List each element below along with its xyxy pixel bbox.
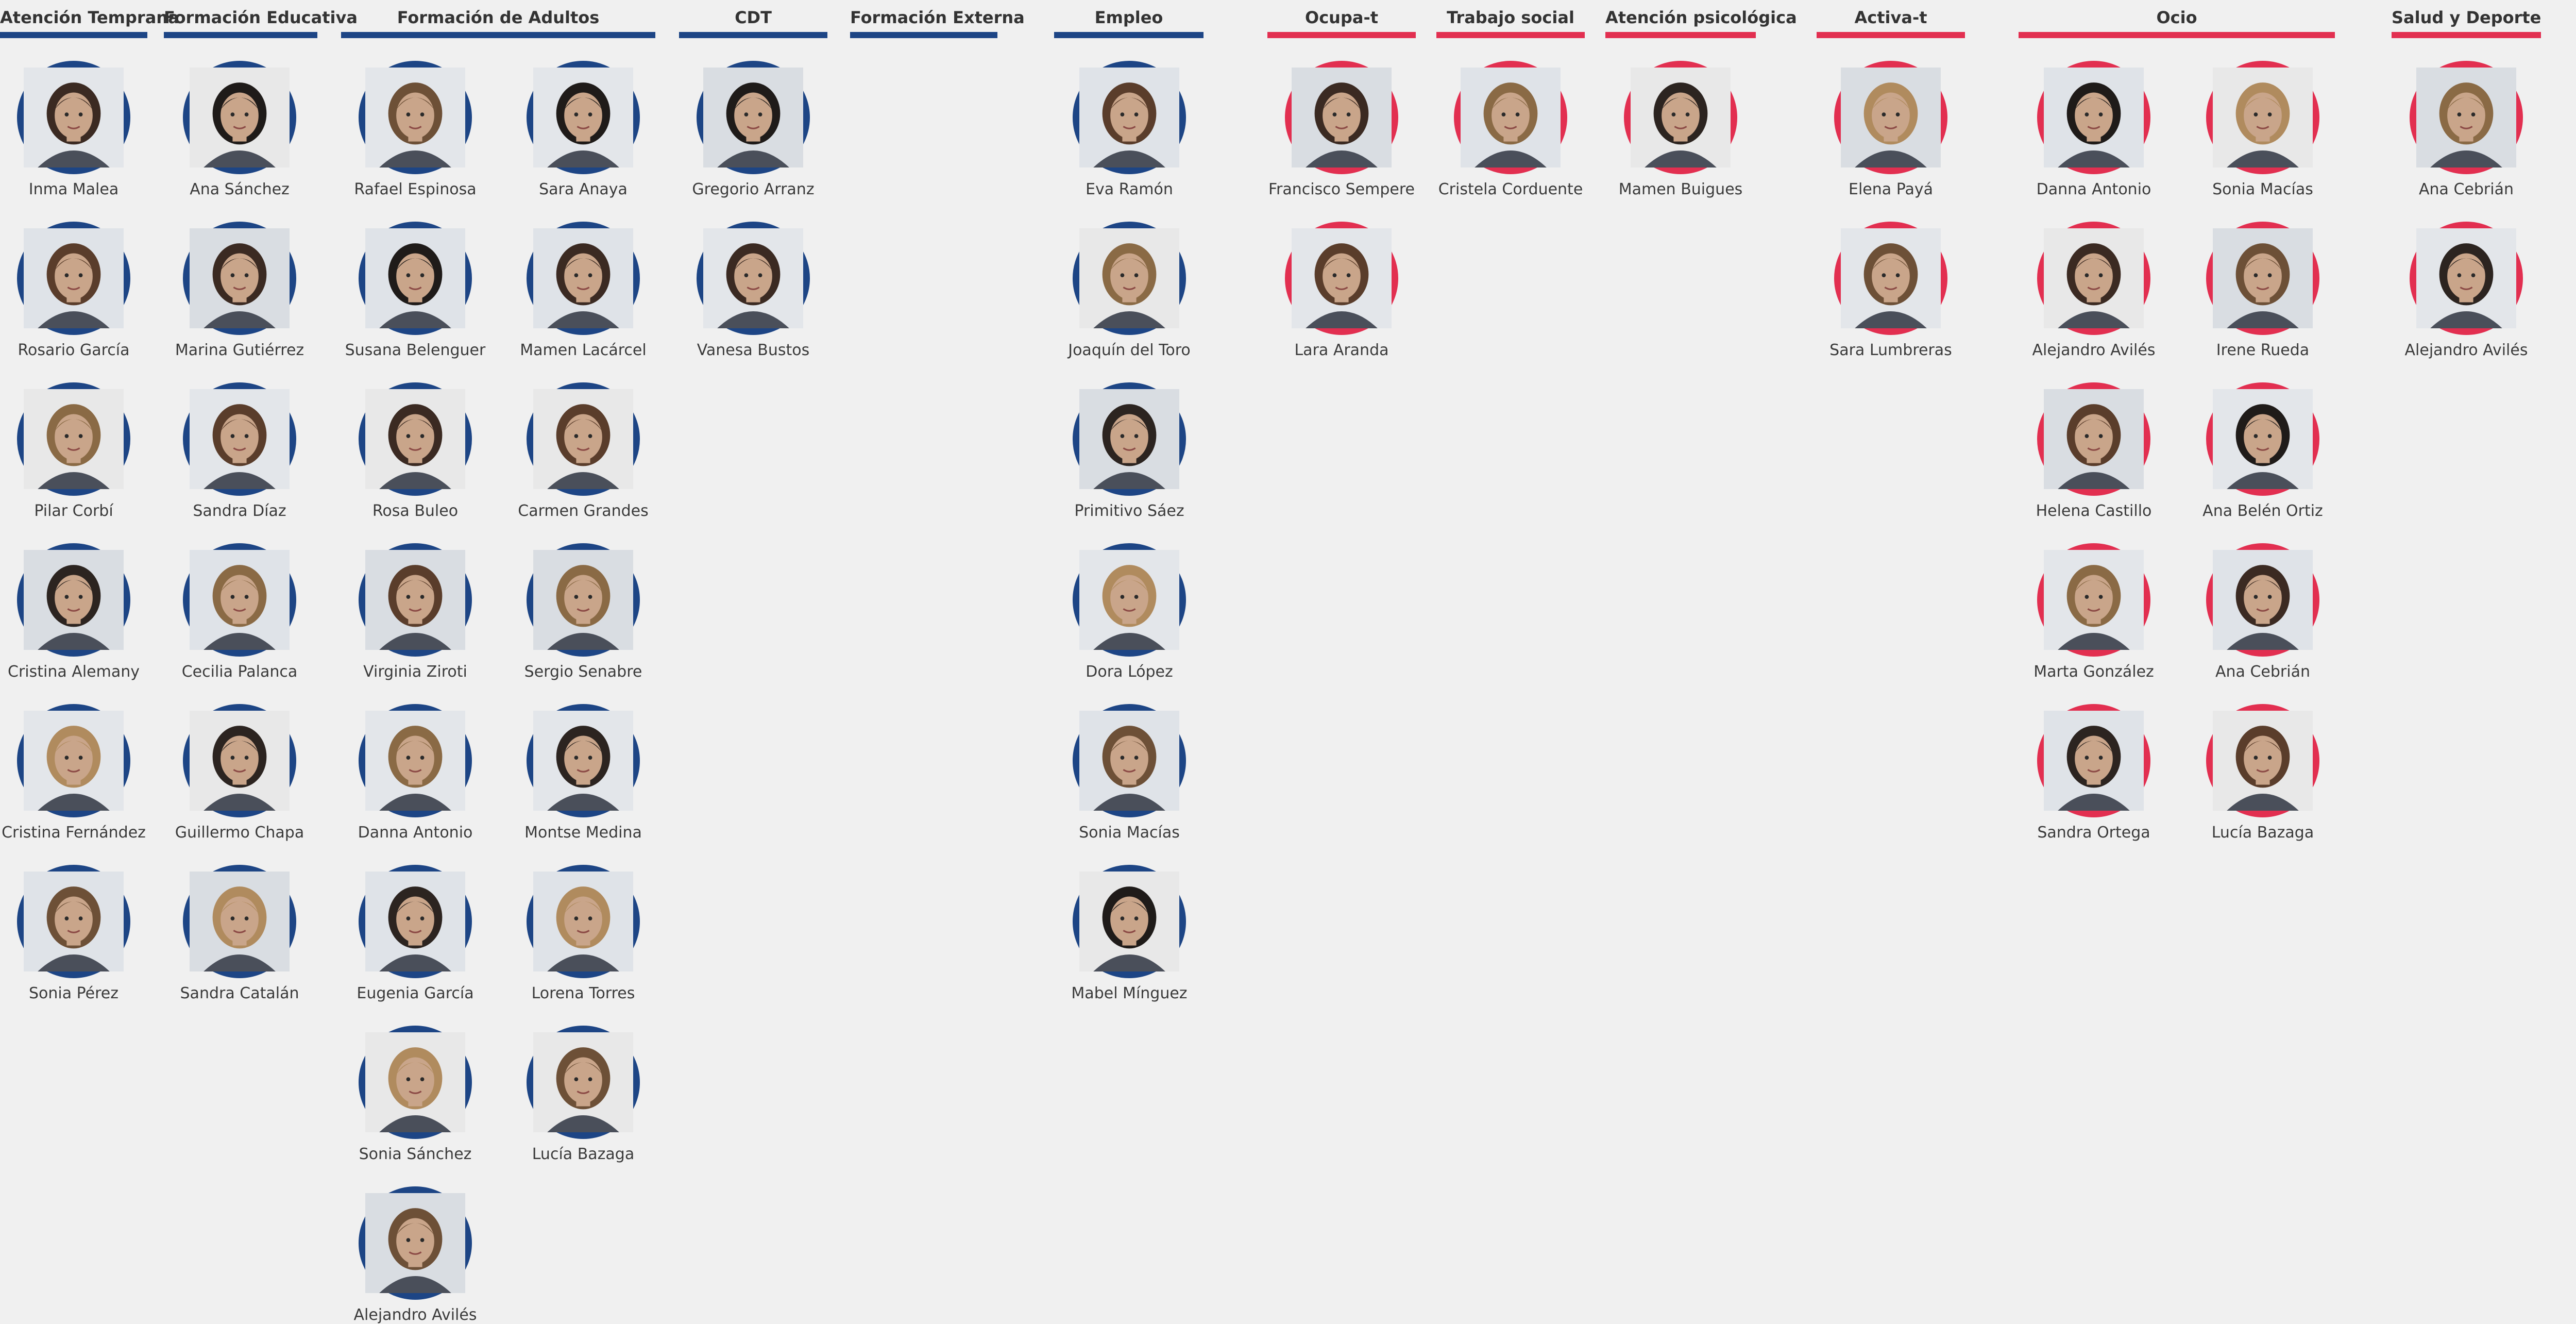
portrait-icon: [24, 711, 124, 811]
portrait-icon: [1292, 228, 1392, 328]
department-underline-salud-deporte: [2392, 32, 2541, 38]
member-name: Sandra Díaz: [193, 502, 286, 520]
avatar[interactable]: [2037, 61, 2150, 174]
avatar[interactable]: [1073, 543, 1186, 657]
avatar[interactable]: [1073, 61, 1186, 174]
portrait-icon: [2044, 389, 2144, 489]
member-name: Montse Medina: [524, 824, 642, 842]
department-underline-trabajo-social: [1436, 32, 1585, 38]
department-underline-formacion-educativa: [164, 32, 317, 38]
avatar[interactable]: [359, 543, 472, 657]
avatar[interactable]: [17, 865, 130, 978]
avatar[interactable]: [697, 222, 810, 335]
member-name: Rafael Espinosa: [354, 180, 477, 198]
avatar[interactable]: [2206, 222, 2319, 335]
avatar[interactable]: [1073, 865, 1186, 978]
member-name: Inma Malea: [28, 180, 119, 198]
member-name: Mabel Mínguez: [1071, 984, 1188, 1002]
portrait-icon: [24, 872, 124, 971]
member-name: Marina Gutiérrez: [175, 341, 304, 359]
portrait-icon: [190, 711, 290, 811]
portrait-icon: [1461, 68, 1561, 167]
avatar[interactable]: [1834, 222, 1947, 335]
member-name: Sergio Senabre: [524, 663, 642, 681]
member-name: Cristela Corduente: [1438, 180, 1583, 198]
department-underline-atencion-psicologica: [1605, 32, 1756, 38]
avatar[interactable]: [1073, 382, 1186, 496]
member-name: Sonia Macías: [2212, 180, 2313, 198]
member-name: Guillermo Chapa: [175, 824, 304, 842]
member-name: Lara Aranda: [1294, 341, 1389, 359]
avatar[interactable]: [527, 1026, 640, 1139]
member-name: Rosario García: [18, 341, 130, 359]
department-underline-empleo: [1054, 32, 1204, 38]
member-name: Sandra Ortega: [2037, 824, 2150, 842]
member-name: Alejandro Avilés: [353, 1306, 477, 1324]
avatar[interactable]: [2037, 543, 2150, 657]
department-underline-formacion-adultos: [341, 32, 655, 38]
portrait-icon: [2044, 68, 2144, 167]
member-name: Helena Castillo: [2036, 502, 2152, 520]
portrait-icon: [533, 711, 633, 811]
portrait-icon: [533, 389, 633, 489]
portrait-icon: [533, 550, 633, 650]
portrait-icon: [24, 389, 124, 489]
member-name: Mamen Lacárcel: [520, 341, 647, 359]
member-name: Danna Antonio: [358, 824, 473, 842]
portrait-icon: [703, 68, 803, 167]
member-name: Alejandro Avilés: [2404, 341, 2528, 359]
avatar[interactable]: [2206, 61, 2319, 174]
portrait-icon: [2416, 68, 2516, 167]
portrait-icon: [2044, 228, 2144, 328]
avatar[interactable]: [527, 222, 640, 335]
department-title-ocupa-t: Ocupa-t: [1304, 8, 1379, 27]
avatar[interactable]: [2037, 222, 2150, 335]
member-name: Cristina Fernández: [2, 824, 146, 842]
portrait-icon: [190, 68, 290, 167]
avatar[interactable]: [527, 543, 640, 657]
member-name: Carmen Grandes: [518, 502, 649, 520]
member-name: Lucía Bazaga: [532, 1145, 635, 1163]
portrait-icon: [2213, 389, 2313, 489]
avatar[interactable]: [17, 222, 130, 335]
department-underline-atencion-temprana: [0, 32, 147, 38]
avatar[interactable]: [183, 222, 296, 335]
avatar[interactable]: [697, 61, 810, 174]
member-name: Joaquín del Toro: [1068, 341, 1191, 359]
portrait-icon: [2416, 228, 2516, 328]
member-name: Rosa Buleo: [372, 502, 459, 520]
avatar[interactable]: [527, 865, 640, 978]
department-title-formacion-externa: Formación Externa: [850, 8, 1025, 27]
member-name: Ana Belén Ortiz: [2202, 502, 2323, 520]
portrait-icon: [365, 1193, 465, 1293]
portrait-icon: [533, 68, 633, 167]
avatar[interactable]: [527, 382, 640, 496]
portrait-icon: [365, 389, 465, 489]
department-title-cdt: CDT: [735, 8, 772, 27]
department-underline-ocupa-t: [1267, 32, 1416, 38]
avatar[interactable]: [1834, 61, 1947, 174]
member-name: Alejandro Avilés: [2032, 341, 2156, 359]
avatar[interactable]: [2037, 382, 2150, 496]
portrait-icon: [190, 872, 290, 971]
portrait-icon: [1079, 228, 1179, 328]
member-name: Primitivo Sáez: [1074, 502, 1184, 520]
member-name: Susana Belenguer: [345, 341, 486, 359]
department-underline-ocio: [2019, 32, 2335, 38]
member-name: Lorena Torres: [531, 984, 635, 1002]
avatar[interactable]: [1073, 704, 1186, 817]
portrait-icon: [2213, 68, 2313, 167]
member-name: Sonia Pérez: [28, 984, 119, 1002]
department-title-empleo: Empleo: [1094, 8, 1163, 27]
member-name: Danna Antonio: [2036, 180, 2151, 198]
avatar[interactable]: [1454, 61, 1567, 174]
member-name: Sara Lumbreras: [1829, 341, 1952, 359]
member-name: Irene Rueda: [2216, 341, 2310, 359]
portrait-icon: [190, 389, 290, 489]
portrait-icon: [2213, 711, 2313, 811]
portrait-icon: [1841, 68, 1941, 167]
portrait-icon: [1079, 68, 1179, 167]
avatar[interactable]: [17, 543, 130, 657]
avatar[interactable]: [1073, 222, 1186, 335]
member-name: Dora López: [1086, 663, 1173, 681]
member-name: Elena Payá: [1849, 180, 1933, 198]
avatar[interactable]: [359, 382, 472, 496]
avatar[interactable]: [183, 382, 296, 496]
member-name: Sara Anaya: [539, 180, 628, 198]
avatar[interactable]: [359, 1186, 472, 1300]
department-title-atencion-psicologica: Atención psicológica: [1605, 8, 1797, 27]
portrait-icon: [2213, 228, 2313, 328]
member-name: Sonia Macías: [1079, 824, 1180, 842]
department-title-activa-t: Activa-t: [1854, 8, 1927, 27]
member-name: Sonia Sánchez: [359, 1145, 472, 1163]
avatar[interactable]: [183, 543, 296, 657]
avatar[interactable]: [17, 704, 130, 817]
member-name: Pilar Corbí: [34, 502, 113, 520]
portrait-icon: [24, 68, 124, 167]
department-underline-formacion-externa: [850, 32, 997, 38]
avatar[interactable]: [2206, 382, 2319, 496]
avatar[interactable]: [2206, 704, 2319, 817]
avatar[interactable]: [2037, 704, 2150, 817]
member-name: Cecilia Palanca: [181, 663, 298, 681]
department-underline-activa-t: [1817, 32, 1965, 38]
avatar[interactable]: [183, 61, 296, 174]
avatar[interactable]: [359, 61, 472, 174]
avatar[interactable]: [1285, 61, 1398, 174]
department-underline-cdt: [679, 32, 827, 38]
portrait-icon: [1079, 389, 1179, 489]
member-name: Ana Sánchez: [190, 180, 290, 198]
member-name: Ana Cebrián: [2215, 663, 2310, 681]
portrait-icon: [24, 228, 124, 328]
department-title-formacion-educativa: Formación Educativa: [164, 8, 358, 27]
member-name: Francisco Sempere: [1268, 180, 1415, 198]
portrait-icon: [365, 711, 465, 811]
portrait-icon: [1292, 68, 1392, 167]
member-name: Eva Ramón: [1086, 180, 1173, 198]
member-name: Eugenia García: [357, 984, 474, 1002]
portrait-icon: [1079, 711, 1179, 811]
department-title-ocio: Ocio: [2156, 8, 2197, 27]
portrait-icon: [190, 550, 290, 650]
portrait-icon: [2213, 550, 2313, 650]
avatar[interactable]: [359, 222, 472, 335]
member-name: Marta González: [2033, 663, 2154, 681]
avatar[interactable]: [1285, 222, 1398, 335]
avatar[interactable]: [527, 704, 640, 817]
avatar[interactable]: [359, 704, 472, 817]
portrait-icon: [1841, 228, 1941, 328]
portrait-icon: [703, 228, 803, 328]
avatar[interactable]: [1624, 61, 1737, 174]
department-title-trabajo-social: Trabajo social: [1447, 8, 1574, 27]
avatar[interactable]: [2206, 543, 2319, 657]
portrait-icon: [365, 872, 465, 971]
avatar[interactable]: [183, 704, 296, 817]
portrait-icon: [190, 228, 290, 328]
member-name: Ana Cebrián: [2419, 180, 2514, 198]
portrait-icon: [1079, 872, 1179, 971]
member-name: Cristina Alemany: [8, 663, 140, 681]
avatar[interactable]: [17, 382, 130, 496]
portrait-icon: [365, 228, 465, 328]
avatar[interactable]: [359, 1026, 472, 1139]
avatar[interactable]: [17, 61, 130, 174]
member-name: Vanesa Bustos: [697, 341, 810, 359]
portrait-icon: [24, 550, 124, 650]
department-title-atencion-temprana: Atención Temprana: [0, 8, 179, 27]
avatar[interactable]: [2410, 61, 2523, 174]
member-name: Virginia Ziroti: [363, 663, 467, 681]
portrait-icon: [533, 228, 633, 328]
portrait-icon: [2044, 550, 2144, 650]
member-name: Sandra Catalán: [180, 984, 299, 1002]
portrait-icon: [1079, 550, 1179, 650]
member-name: Mamen Buigues: [1618, 180, 1743, 198]
avatar[interactable]: [2410, 222, 2523, 335]
portrait-icon: [365, 550, 465, 650]
portrait-icon: [2044, 711, 2144, 811]
avatar[interactable]: [359, 865, 472, 978]
portrait-icon: [533, 872, 633, 971]
portrait-icon: [1631, 68, 1731, 167]
avatar[interactable]: [527, 61, 640, 174]
portrait-icon: [365, 68, 465, 167]
portrait-icon: [365, 1032, 465, 1132]
member-name: Lucía Bazaga: [2211, 824, 2314, 842]
department-title-formacion-adultos: Formación de Adultos: [397, 8, 600, 27]
avatar[interactable]: [183, 865, 296, 978]
department-title-salud-deporte: Salud y Deporte: [2392, 8, 2541, 27]
member-name: Gregorio Arranz: [692, 180, 815, 198]
portrait-icon: [533, 1032, 633, 1132]
